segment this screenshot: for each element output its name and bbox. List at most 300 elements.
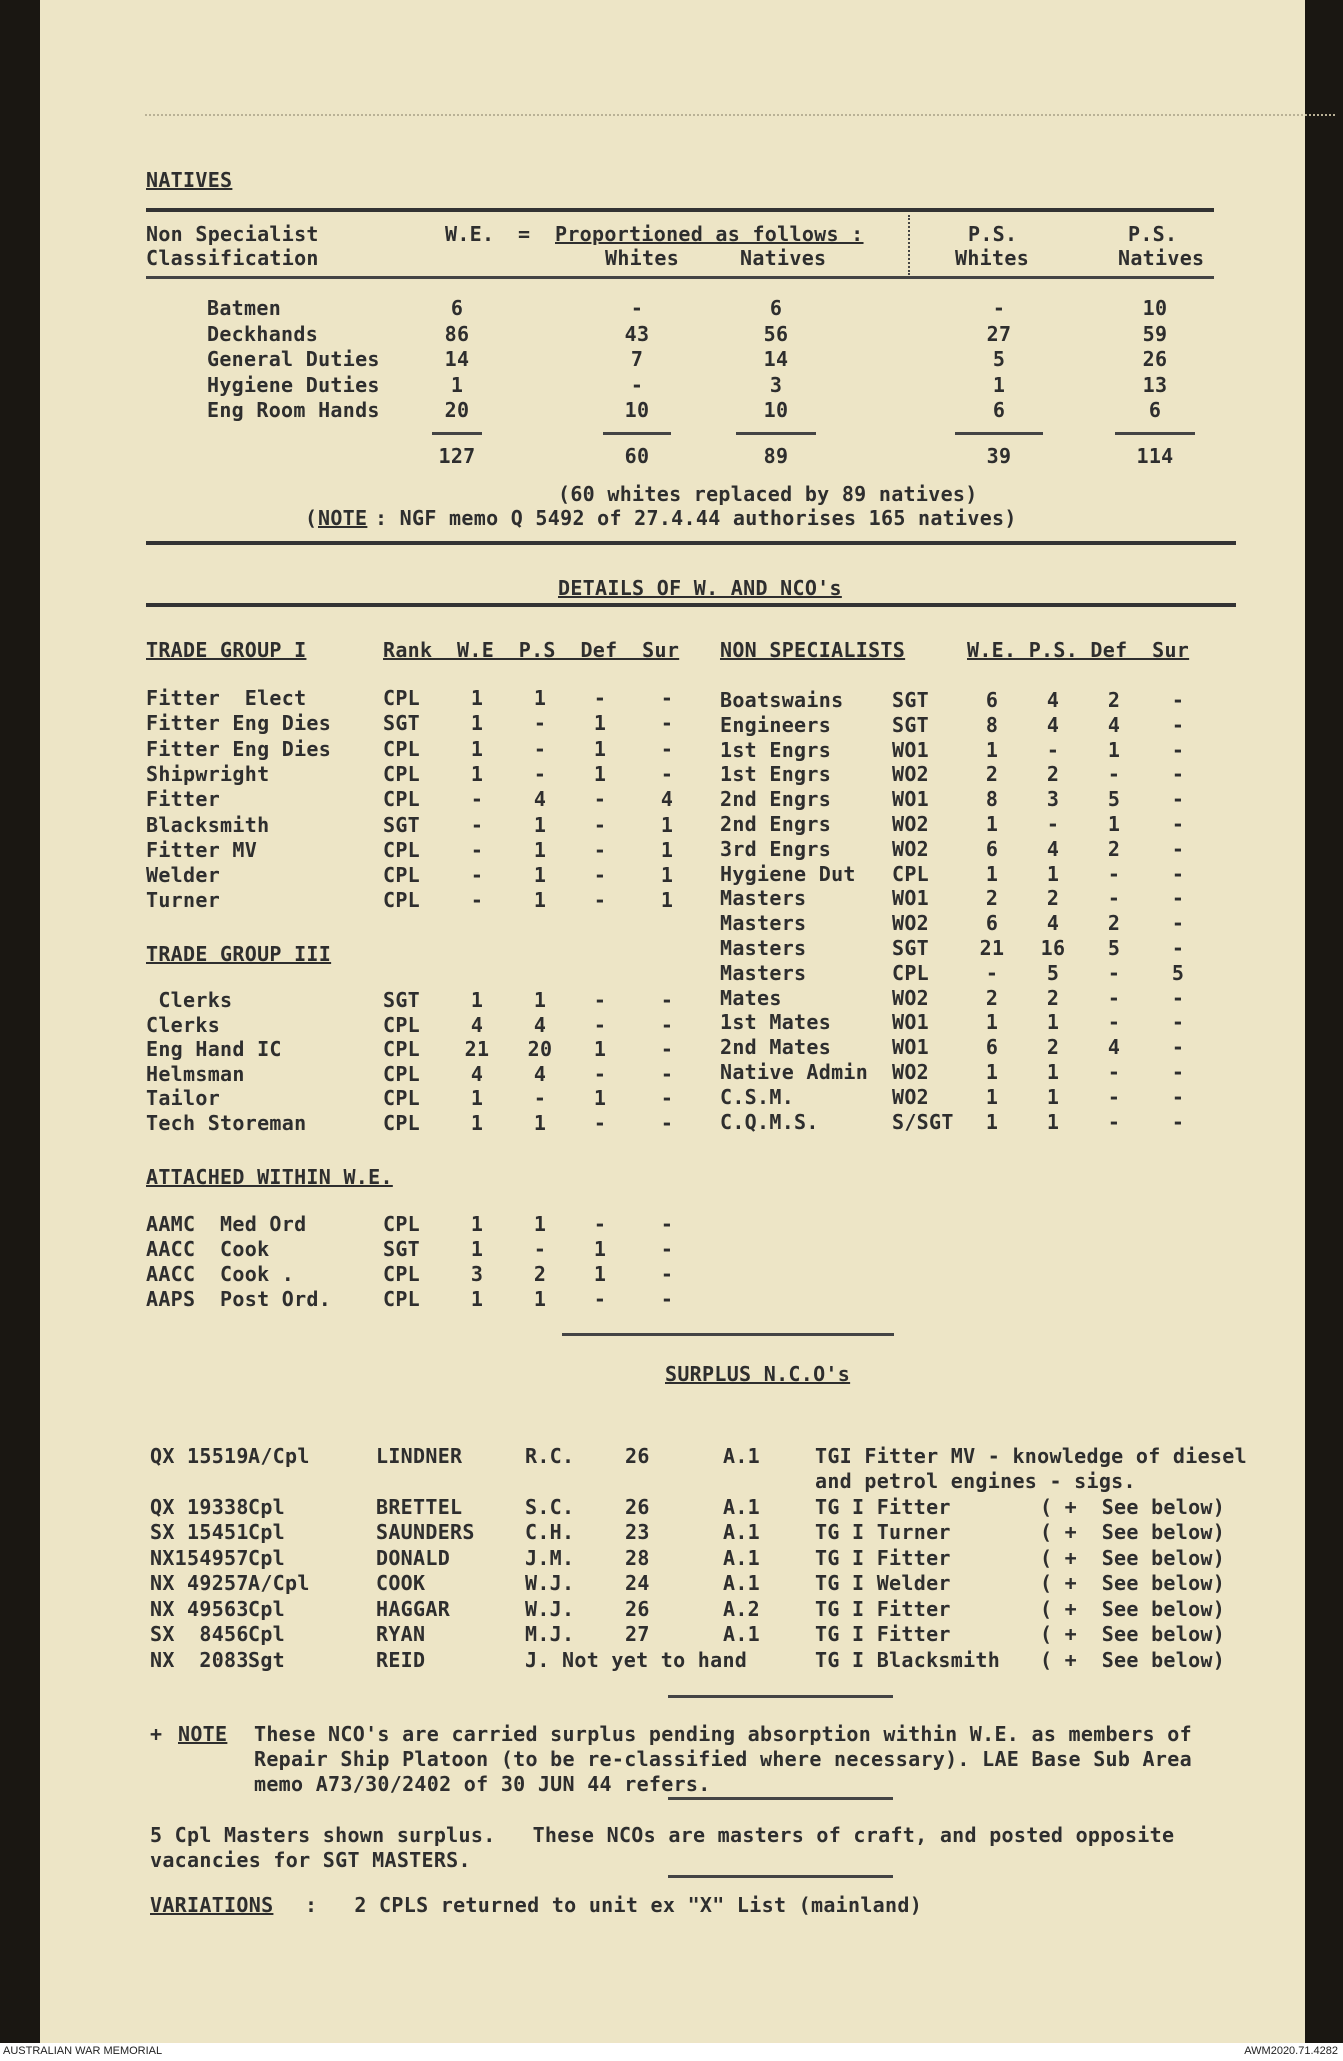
cell-we: 21 [464,1037,490,1061]
rank-cell: Sgt [248,1647,286,1672]
cell-we: 1 [985,737,999,762]
sum-line [432,432,482,435]
cell-sur: - [1171,737,1185,762]
variations-label: VARIATIONS [150,1893,274,1917]
rank-cell: CPL [383,1262,421,1286]
rank-cell: Cpl [248,1545,286,1570]
cell-sur: - [660,1061,674,1086]
row-label: Fitter Eng Dies [146,711,332,736]
cell-def: 5 [1107,787,1121,812]
row-label: Eng Room Hands [207,398,380,422]
cell-sur: - [660,1262,674,1286]
cell-sur: - [1171,1010,1185,1035]
natives-note: (60 whites replaced by 89 natives) [558,482,978,506]
cell-def: - [593,1110,607,1135]
trade-cell: TG I Welder [815,1571,951,1595]
rank-cell: CPL [383,761,421,786]
cell-sur: - [1171,886,1185,911]
rank-cell: CPL [383,1110,421,1135]
row-label: General Duties [207,347,380,371]
rank-cell: SGT [892,688,930,712]
cell-ps: - [533,736,547,761]
cell-we: 1 [470,761,484,786]
see-below-mark: ( + See below) [1040,1545,1226,1570]
service-number: NX 49257 [150,1571,249,1595]
cell-sur: - [1171,985,1185,1010]
cell-we: 8 [985,712,999,737]
rank-cell: WO2 [892,985,930,1010]
cell-def: - [593,812,607,837]
row-label: 2nd Engrs [720,812,832,836]
rank-cell: WO2 [892,836,930,861]
row-label: Hygiene Dut [720,861,856,886]
cell-sur: - [660,1110,674,1135]
trade-cell: TGI Fitter MV - knowledge of diesel [815,1444,1247,1468]
cell-natives: 56 [763,321,789,346]
rank-cell: S/SGT [892,1109,954,1134]
row-label: Tailor [146,1086,221,1110]
rank-cell: CPL [383,1061,421,1086]
cell-we: 6 [985,836,999,861]
cell-def: 1 [593,1086,607,1110]
cell-psn: 10 [1142,296,1168,320]
cell-def: - [1107,861,1121,886]
row-label: Clerks [146,988,233,1012]
cell-sur: 1 [660,863,674,888]
cell-we: - [470,787,484,812]
cell-ps: 16 [1040,936,1066,960]
rank-cell: CPL [383,1037,421,1061]
variations-text: : 2 CPLS returned to unit ex "X" List (mainland) [305,1893,923,1917]
cell-we: 4 [470,1061,484,1086]
row-label: AACC Cook [146,1237,270,1261]
row-label: C.S.M. [720,1084,795,1109]
cell-we: - [470,837,484,862]
cell-we: 1 [470,736,484,761]
rank-cell: WO1 [892,737,930,762]
cell-we: 1 [470,1287,484,1311]
surname: HAGGAR [376,1596,451,1621]
rank-cell: SGT [383,812,421,837]
age-cell: 23 [625,1520,650,1544]
cell-ps: 4 [533,1012,547,1037]
row-label: Tech Storeman [146,1110,307,1135]
cell-we: 1 [985,861,999,886]
cell-def: - [1107,985,1121,1010]
tg1-title: TRADE GROUP I [146,638,307,662]
cell-sur: - [660,686,674,710]
cell-def: - [593,888,607,913]
initials: R.C. [525,1444,575,1468]
cell-def: - [593,1287,607,1311]
cell-sur: - [660,761,674,786]
cell-def: - [593,863,607,888]
col-header: Natives [1118,246,1205,270]
trade-cell: TG I Blacksmith [815,1647,1001,1672]
cell-ps: 1 [533,888,547,913]
cell-sur: - [1171,861,1185,886]
cell-we: 1 [985,1010,999,1035]
see-below-mark: ( + See below) [1040,1494,1226,1519]
cell-sur: - [660,1086,674,1110]
cell-sur: 1 [660,837,674,862]
cell-def: - [1107,1084,1121,1109]
masters-note: 5 Cpl Masters shown surplus. These NCOs are masters of craft, and posted opposite [150,1823,1175,1847]
divider [562,1333,894,1336]
cell-sur: - [660,1212,674,1236]
cell-we: 6 [985,911,999,936]
sum-line [603,432,671,435]
cell-sur: - [1171,762,1185,787]
cell-ps: 4 [1046,688,1060,712]
cell-ps: 1 [533,1212,547,1236]
cell-def: - [1107,762,1121,787]
row-label: Masters [720,886,807,911]
cell-whites: 7 [630,347,644,371]
rank-cell: WO1 [892,1035,930,1060]
trade-cell: TG I Fitter [815,1545,951,1570]
cell-ps: 1 [533,988,547,1012]
cell-def: - [593,837,607,862]
rank-cell: CPL [383,686,421,710]
rank-cell: CPL [383,863,421,888]
cell-sur: - [660,736,674,761]
cell-def: 4 [1107,1035,1121,1060]
col-header: Proportioned as follows : [555,222,864,246]
cell-def: 2 [1107,911,1121,936]
cell-sur: - [660,1287,674,1311]
row-label: Turner [146,888,221,913]
surname: RYAN [376,1622,426,1646]
cell-def: 1 [1107,737,1121,762]
initials: W.J. [525,1596,575,1621]
initials: J.M. [525,1545,575,1570]
cell-ps: 1 [1046,1084,1060,1109]
cell-sur: 1 [660,812,674,837]
cell-we: 1 [470,1237,484,1261]
trade-cell: TG I Fitter [815,1494,951,1519]
class-cell: A.1 [723,1520,761,1544]
cell-sur: - [1171,1035,1185,1060]
rank-cell: Cpl [248,1622,286,1646]
cell-def: - [593,1212,607,1236]
row-label: Helmsman [146,1061,245,1086]
cell-def: 1 [593,1037,607,1061]
total-we: 127 [438,444,476,468]
cell-we: 21 [979,936,1005,960]
see-below-mark: ( + See below) [1040,1622,1226,1646]
surname: COOK [376,1571,426,1595]
cell-ps: - [1046,737,1060,762]
rank-cell: WO1 [892,787,930,812]
cell-sur: - [1171,1109,1185,1134]
natives-title: NATIVES [146,168,233,192]
class-cell: A.1 [723,1444,761,1468]
row-label: Batmen [207,296,282,320]
cell-ps: 3 [1046,787,1060,812]
cell-ps: 1 [533,837,547,862]
trade-cell: TG I Turner [815,1520,951,1544]
service-number: QX 15519 [150,1444,249,1468]
cell-ps: 1 [1046,1010,1060,1035]
cell-sur: - [1171,812,1185,836]
row-label: Fitter Eng Dies [146,736,332,761]
row-label: Masters [720,960,807,985]
col-header: = [518,222,531,246]
row-label: Deckhands [207,321,319,346]
cell-natives: 10 [763,398,789,422]
cell-sur: - [1171,1060,1185,1084]
row-label: Fitter [146,787,221,812]
perforation-line [145,114,1335,116]
cell-we: 2 [985,762,999,787]
cell-ps: 2 [533,1262,547,1286]
rank-cell: Cpl [248,1520,286,1544]
rank-cell: CPL [383,1012,421,1037]
rank-cell: WO1 [892,886,930,911]
cell-we: 6 [450,296,464,320]
rank-cell: A/Cpl [248,1571,310,1595]
row-label: Masters [720,911,807,936]
cell-sur: - [1171,936,1185,960]
rank-cell: SGT [892,712,930,737]
cell-ps: 1 [533,1287,547,1311]
rank-cell: CPL [383,787,421,812]
row-label: 1st Engrs [720,737,832,762]
sum-line [736,432,816,435]
class-cell: A.1 [723,1571,761,1595]
rank-cell: SGT [892,936,930,960]
service-number: NX 2083 [150,1647,249,1672]
cell-sur: - [1171,787,1185,812]
cell-def: 1 [593,1237,607,1261]
cell-sur: - [1171,688,1185,712]
initials: W.J. [525,1571,575,1595]
cell-we: 20 [444,398,470,422]
rank-cell: Cpl [248,1596,286,1621]
service-number: NX154957 [150,1545,249,1570]
cell-sur: - [660,711,674,736]
row-label: 3rd Engrs [720,836,832,861]
cell-ps: 4 [1046,836,1060,861]
cell-ps: 4 [533,787,547,812]
cell-ps: 4 [1046,911,1060,936]
sum-line [955,432,1043,435]
cell-we: - [470,888,484,913]
surname: DONALD [376,1545,451,1570]
trade-cell-cont: and petrol engines - sigs. [815,1469,1136,1493]
rank-cell: WO2 [892,911,930,936]
cell-psw: 5 [992,347,1006,371]
age-cell: 27 [625,1622,650,1646]
rank-cell: CPL [383,736,421,761]
row-label: 1st Engrs [720,762,832,787]
row-label: Mates [720,985,782,1010]
cell-sur: - [660,1237,674,1261]
cell-def: - [593,988,607,1012]
divider [146,603,1236,607]
age-cell: 24 [625,1571,650,1595]
age-cell: 26 [625,1596,650,1621]
col-header: Non Specialist [146,222,319,246]
trade-cell: TG I Fitter [815,1622,951,1646]
row-label: C.Q.M.S. [720,1109,819,1134]
row-label: 1st Mates [720,1010,832,1035]
total-whites: 60 [624,444,650,468]
note-line: These NCO's are carried surplus pending absorption within W.E. as members of [254,1722,1192,1746]
cell-ps: 2 [1046,1035,1060,1060]
row-label: Engineers [720,712,832,737]
cell-we: 1 [450,372,464,397]
note-line: Repair Ship Platoon (to be re-classified where necessary). LAE Base Sub Area [254,1747,1192,1771]
cell-natives: 6 [769,296,783,320]
cell-we: 1 [470,686,484,710]
cell-sur: 5 [1171,960,1185,985]
cell-ps: - [533,1086,547,1110]
class-cell: A.1 [723,1545,761,1570]
row-label: Clerks [146,1012,221,1037]
row-label: Native Admin [720,1060,869,1084]
cell-we: 8 [985,787,999,812]
cell-sur: 4 [660,787,674,812]
cell-sur: 1 [660,888,674,913]
cell-natives: 14 [763,347,789,371]
natives-note-text: : NGF memo Q 5492 of 27.4.44 authorises 165 natives) [375,506,1017,530]
cell-def: 1 [593,1262,607,1286]
class-cell: A.1 [723,1622,761,1646]
cell-we: 86 [444,321,470,346]
cell-ps: 2 [1046,985,1060,1010]
cell-we: 6 [985,688,999,712]
divider [668,1695,893,1698]
rank-cell: CPL [383,888,421,913]
col-header: Whites [955,246,1030,270]
cell-ps: 4 [533,1061,547,1086]
cell-we: - [470,812,484,837]
age-cell: 28 [625,1545,650,1570]
see-below-mark: ( + See below) [1040,1571,1226,1595]
see-below-mark: ( + See below) [1040,1596,1226,1621]
cell-natives: 3 [769,372,783,397]
cell-ps: 2 [1046,762,1060,787]
cell-we: 1 [985,1084,999,1109]
cell-sur: - [1171,836,1185,861]
rank-cell: WO2 [892,1060,930,1084]
cell-we: - [985,960,999,985]
col-header: W.E. [445,222,495,246]
row-label: Fitter MV [146,837,258,862]
row-label: Fitter Elect [146,686,307,710]
age-cell: 26 [625,1444,650,1468]
cell-we: - [470,863,484,888]
row-label: AAPS Post Ord. [146,1287,332,1311]
cell-whites: - [630,372,644,397]
row-label: AAMC Med Ord [146,1212,307,1236]
footer-left: AUSTRALIAN WAR MEMORIAL [3,2045,163,2057]
cell-we: 1 [985,1060,999,1084]
divider [146,276,1214,279]
cell-we: 1 [470,1212,484,1236]
rank-cell: A/Cpl [248,1444,310,1468]
natives-note-label: NOTE [318,506,368,530]
rank-cell: WO2 [892,762,930,787]
footer-right: AWM2020.71.4282 [1244,2045,1338,2057]
cell-we: 1 [985,812,999,836]
initials: M.J. [525,1622,575,1646]
cell-ps: - [533,711,547,736]
cell-def: - [593,686,607,710]
service-number: NX 49563 [150,1596,249,1621]
rank-cell: WO1 [892,1010,930,1035]
note-plus: + [150,1722,163,1746]
service-number: SX 15451 [150,1520,249,1544]
rank-cell: WO2 [892,812,930,836]
divider [668,1797,893,1800]
cell-def: - [1107,1010,1121,1035]
cell-psw: 27 [986,321,1012,346]
cell-def: - [1107,886,1121,911]
initials: J. Not yet to hand [525,1647,748,1672]
initials: C.H. [525,1520,575,1544]
total-natives: 89 [763,444,789,468]
cell-sur: - [1171,911,1185,936]
age-cell: 26 [625,1494,650,1519]
cell-ps: 1 [533,812,547,837]
cell-psn: 13 [1142,372,1168,397]
cell-def: - [1107,1109,1121,1134]
divider [668,1875,893,1878]
note-line: memo A73/30/2402 of 30 JUN 44 refers. [254,1772,711,1796]
cell-whites: 43 [624,321,650,346]
row-label: 2nd Engrs [720,787,832,812]
see-below-mark: ( + See below) [1040,1647,1226,1672]
cell-ps: - [533,761,547,786]
cell-def: - [1107,960,1121,985]
row-label: 2nd Mates [720,1035,832,1060]
row-label: Boatswains [720,688,844,712]
cell-we: 1 [470,1110,484,1135]
rank-cell: CPL [892,960,930,985]
cell-def: 2 [1107,836,1121,861]
cell-we: 1 [985,1109,999,1134]
cell-ps: 1 [1046,1060,1060,1084]
cell-sur: - [1171,712,1185,737]
cell-sur: - [660,1037,674,1061]
cell-psw: 1 [992,372,1006,397]
surname: SAUNDERS [376,1520,475,1544]
cell-def: 2 [1107,688,1121,712]
trade-cell: TG I Fitter [815,1596,951,1621]
row-label: Eng Hand IC [146,1037,282,1061]
cell-we: 1 [470,1086,484,1110]
col-header: P.S. [1128,222,1178,246]
cell-def: 1 [593,736,607,761]
rank-cell: SGT [383,1237,421,1261]
cell-we: 2 [985,985,999,1010]
cell-we: 1 [470,988,484,1012]
cell-sur: - [660,1012,674,1037]
cell-whites: 10 [624,398,650,422]
cell-ps: 4 [1046,712,1060,737]
cell-we: 3 [470,1262,484,1286]
rank-cell: SGT [383,711,421,736]
cell-def: - [593,787,607,812]
nonspec-header: W.E. P.S. Def Sur [967,638,1190,662]
total-ps-whites: 39 [986,444,1012,468]
row-label: Shipwright [146,761,270,786]
note-label: NOTE [178,1722,228,1746]
natives-note-open: ( [305,506,318,530]
